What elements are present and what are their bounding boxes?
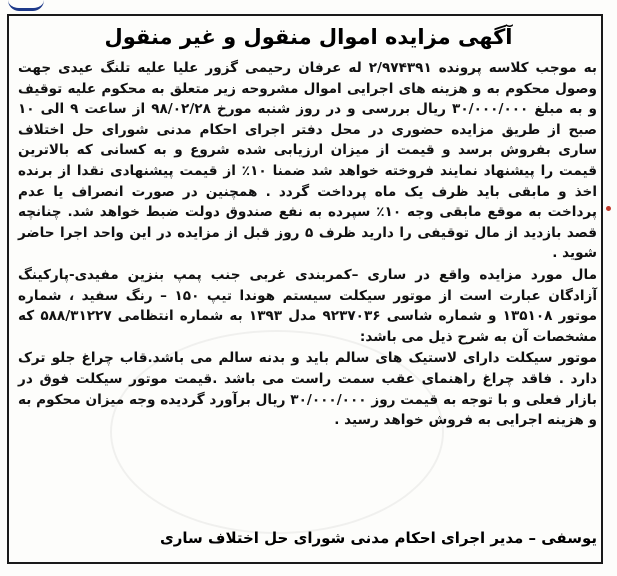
ad-signature: یوسفی – مدیر اجرای احکام مدنی شورای حل اختلاف ساری [160, 529, 597, 547]
ad-title: آگهی مزایده اموال منقول و غیر منقول [104, 25, 513, 49]
paragraph-auction-terms: به موجب کلاسه پرونده ۲/۹۷۴۳۹۱ له عرفان رحیمی گزور علیا علیه تلنگ عیدی جهت وصول محکوم به و هزینه های اجرایی اموال مشروحه زیر متعلق به محکوم علیه توقیف و به مبلغ ۳۰/۰۰۰/۰۰۰ ریال بررسی و در روز شنبه مورخ ۹۸/۰۲/۲۸ از ساعت ۹ الی ۱۰ صبح از طریق مزایده حضوری در محل دفتر اجرای احکام مدنی شورای حل اختلاف ساری بفروش برسد و قیمت از میزان ارزیابی شده شروع و به کسانی که بالاترین قیمت را پیشنهاد نمایند فروخته خواهد شد ضمنا ۱۰٪ از قیمت پیشنهادی نقدا از برنده اخذ و مابقی باید ظرف یک ماه پرداخت گردد . همچنین در صورت انصراف یا عدم پرداخت به موقع مابقی وجه ۱۰٪ سپرده به نفع صندوق دولت ضبط خواهد شد. چنانچه قصد بازدید از مال توقیفی را دارید ظرف ۵ روز قبل از مزایده در این واحد اجرا حاضر شوید . [18, 60, 598, 262]
corner-logo-fragment [8, 0, 44, 11]
paragraph-item-description: مال مورد مزایده واقع در ساری –کمربندی غربی جنب پمپ بنزین مفیدی-پارکینگ آزادگان عبارت است از موتور سیکلت سیستم هوندا تیپ ۱۵۰ – رنگ سفید ، شماره موتور ۱۳۵۱۰۸ و شماره شاسی ۹۲۳۷۰۳۶ مدل ۱۳۹۳ به شماره انتظامی ۵۸۸/۳۱۲۲۷ که مشخصات آن به شرح ذیل می باشد: [18, 266, 597, 345]
ad-body [18, 58, 597, 431]
paragraph-item-condition: موتور سیکلت دارای لاستیک های سالم باید و بدنه سالم می باشد.قاب چراغ جلو ترک دارد . فاقد چراغ راهنمای عقب سمت راست می باشد .قیمت موتور سیکلت فوق در بازار فعلی و با توجه به قیمت روز ۳۰/۰۰۰/۰۰۰ ریال برآورد گردیده وجه میزان محکوم به و هزینه اجرایی به فروش خواهد رسید . [18, 350, 597, 429]
margin-dot [606, 206, 611, 211]
